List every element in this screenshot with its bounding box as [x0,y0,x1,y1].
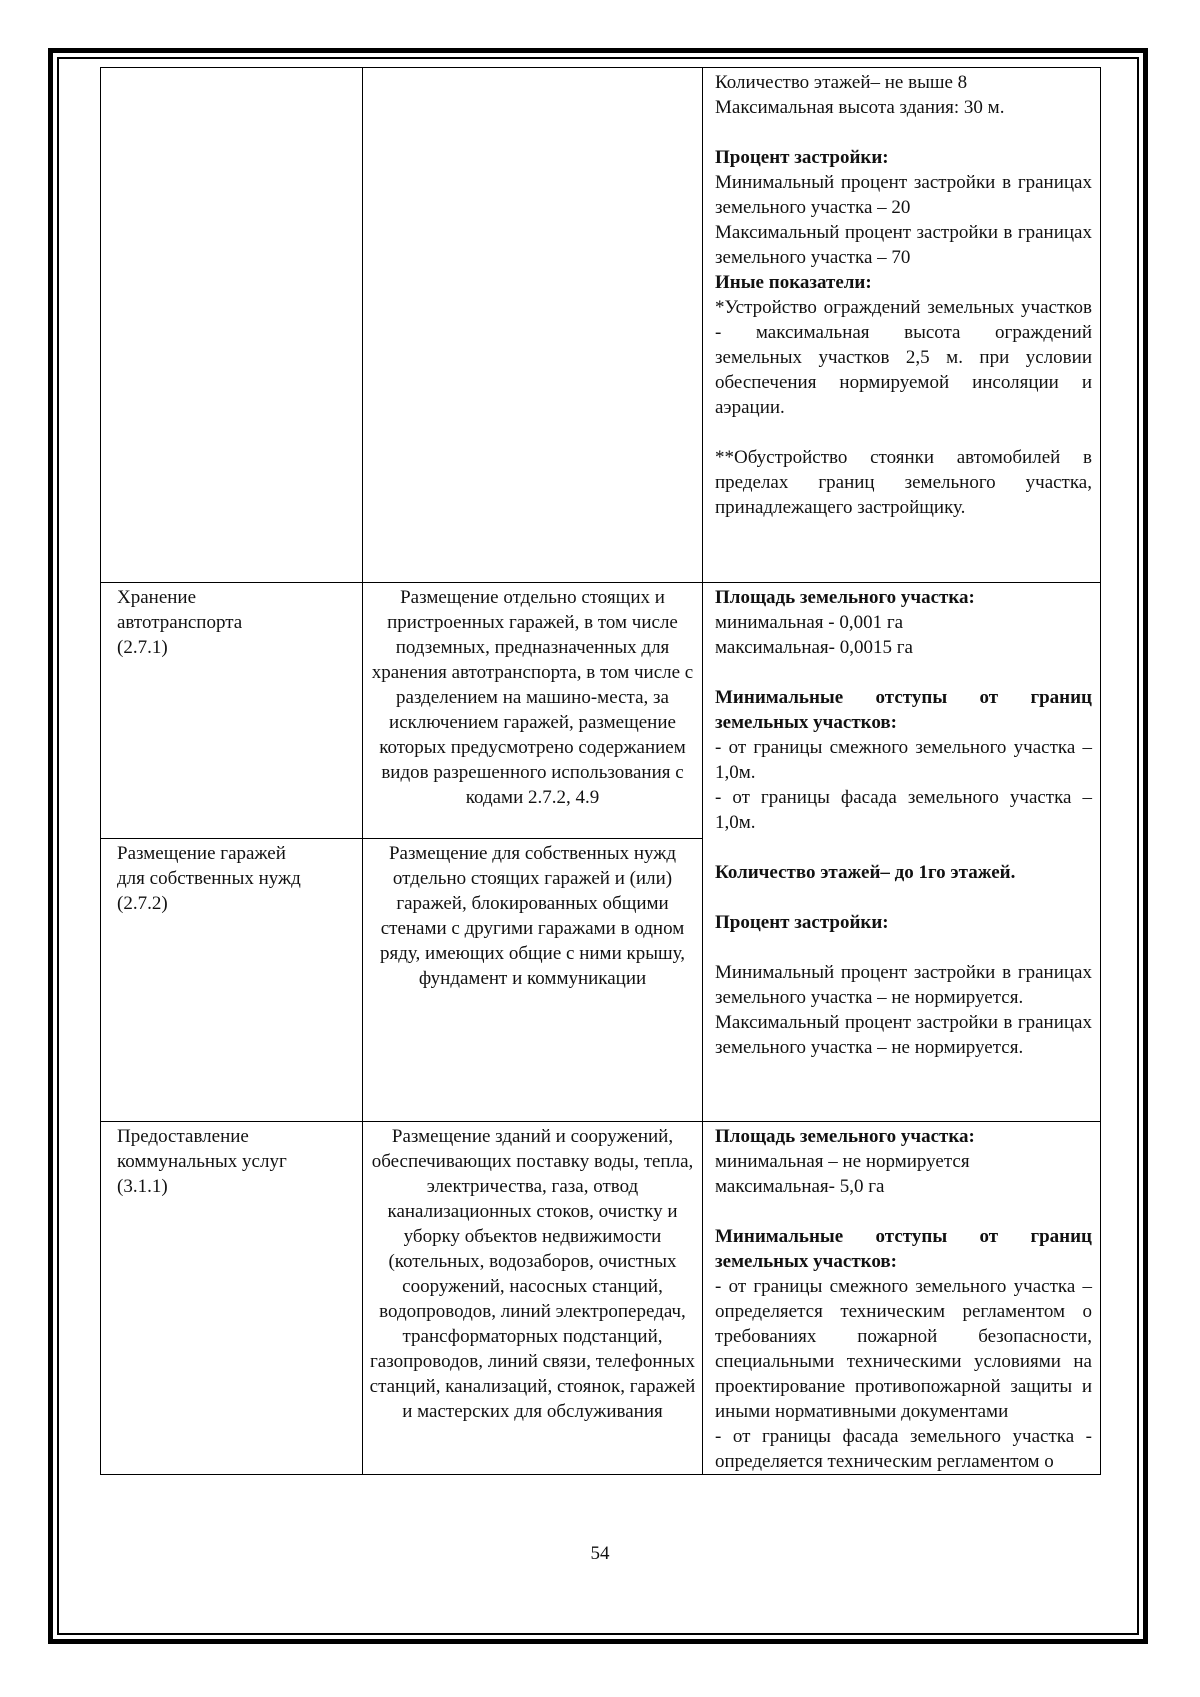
use-type-name [101,583,363,839]
page-number: 54 [590,1543,610,1564]
parking-requirement: **Обустройство стоянки автомобилей в пределах границ земельного участка, принадлежащего застройщику. [715,447,1092,518]
coverage-heading: Процент застройки: [715,912,889,933]
table-row [101,583,1101,839]
area-heading: Площадь земельного участка: [715,587,975,608]
use-type-name-line: коммунальных услуг [117,1151,287,1172]
setbacks-heading: Минимальные отступы от границ земельных участков: [715,1226,1092,1272]
coverage-max: Максимальный процент застройки в границах земельного участка – 70 [715,222,1092,268]
setbacks-heading: Минимальные отступы от границ земельных участков: [715,687,1092,733]
use-type-parameters [703,1122,1101,1475]
table-row [101,68,1101,583]
use-type-description: Размещение для собственных нужд отдельно стоящих гаражей и (или) гаражей, блокированных общими стенами с другими гаражами в одном ряду, имеющих общие с ними крышу, фундамент и коммуникации [363,839,703,1122]
coverage-heading: Процент застройки: [715,147,889,168]
use-type-name-line: Предоставление [117,1126,249,1147]
area-min: минимальная – не нормируется [715,1151,970,1172]
setback-facade: - от границы фасада земельного участка - определяется техническим регламентом о [715,1426,1092,1472]
floors-limit: Количество этажей– не выше 8 [715,72,968,93]
use-type-name [101,839,363,1122]
height-limit: Максимальная высота здания: 30 м. [715,97,1005,118]
use-type-code: (2.7.1) [117,637,168,658]
use-type-name-line: для собственных нужд [117,868,301,889]
use-type-code: (2.7.2) [117,893,168,914]
area-heading: Площадь земельного участка: [715,1126,975,1147]
land-use-table [100,67,1101,1475]
floors-limit: Количество этажей– до 1го этажей. [715,862,1016,883]
use-type-name-line: Хранение [117,587,197,608]
other-indicators-heading: Иные показатели: [715,272,872,293]
setback-adjacent: - от границы смежного земельного участка – определяется техническим регламентом о требованиях пожарной безопасности, специальными техническими условиями на проектирование противопожарной защиты и иными нормативными документами [715,1276,1092,1422]
use-type-description: Размещение отдельно стоящих и пристроенных гаражей, в том числе подземных, предназначенных для хранения автотранспорта, в том числе с разделением на машино-места, за исключением гаражей, размещение которых предусмотрено содержанием видов разрешенного использования с кодами 2.7.2, 4.9 [363,583,703,839]
fence-requirement: *Устройство ограждений земельных участков - максимальная высота ограждений земельных участков 2,5 м. при условии обеспечения нормируемой инсоляции и аэрации. [715,297,1092,418]
use-type-name [101,68,363,583]
use-type-code: (3.1.1) [117,1176,168,1197]
area-max: максимальная- 5,0 га [715,1176,885,1197]
use-type-name-line: автотранспорта [117,612,243,633]
table-row [101,1122,1101,1475]
use-type-description: Размещение зданий и сооружений, обеспечивающих поставку воды, тепла, электричества, газа, отвод канализационных стоков, очистку и уборку объектов недвижимости (котельных, водозаборов, очистных сооружений, насосных станций, водопроводов, линий электропередач, трансформаторных подстанций, газопроводов, линий связи, телефонных станций, канализаций, стоянок, гаражей и мастерских для обслуживания [363,1122,703,1475]
setback-facade: - от границы фасада земельного участка – 1,0м. [715,787,1092,833]
area-max: максимальная- 0,0015 га [715,637,913,658]
use-type-name-line: Размещение гаражей [117,843,286,864]
use-type-name [101,1122,363,1475]
area-min: минимальная - 0,001 га [715,612,904,633]
use-type-parameters [703,68,1101,583]
setback-adjacent: - от границы смежного земельного участка – 1,0м. [715,737,1092,783]
coverage-max: Максимальный процент застройки в границах земельного участка – не нормируется. [715,1012,1092,1058]
use-type-description [363,68,703,583]
use-type-parameters [703,583,1101,1122]
coverage-min: Минимальный процент застройки в границах земельного участка – не нормируется. [715,962,1092,1008]
coverage-min: Минимальный процент застройки в границах земельного участка – 20 [715,172,1092,218]
